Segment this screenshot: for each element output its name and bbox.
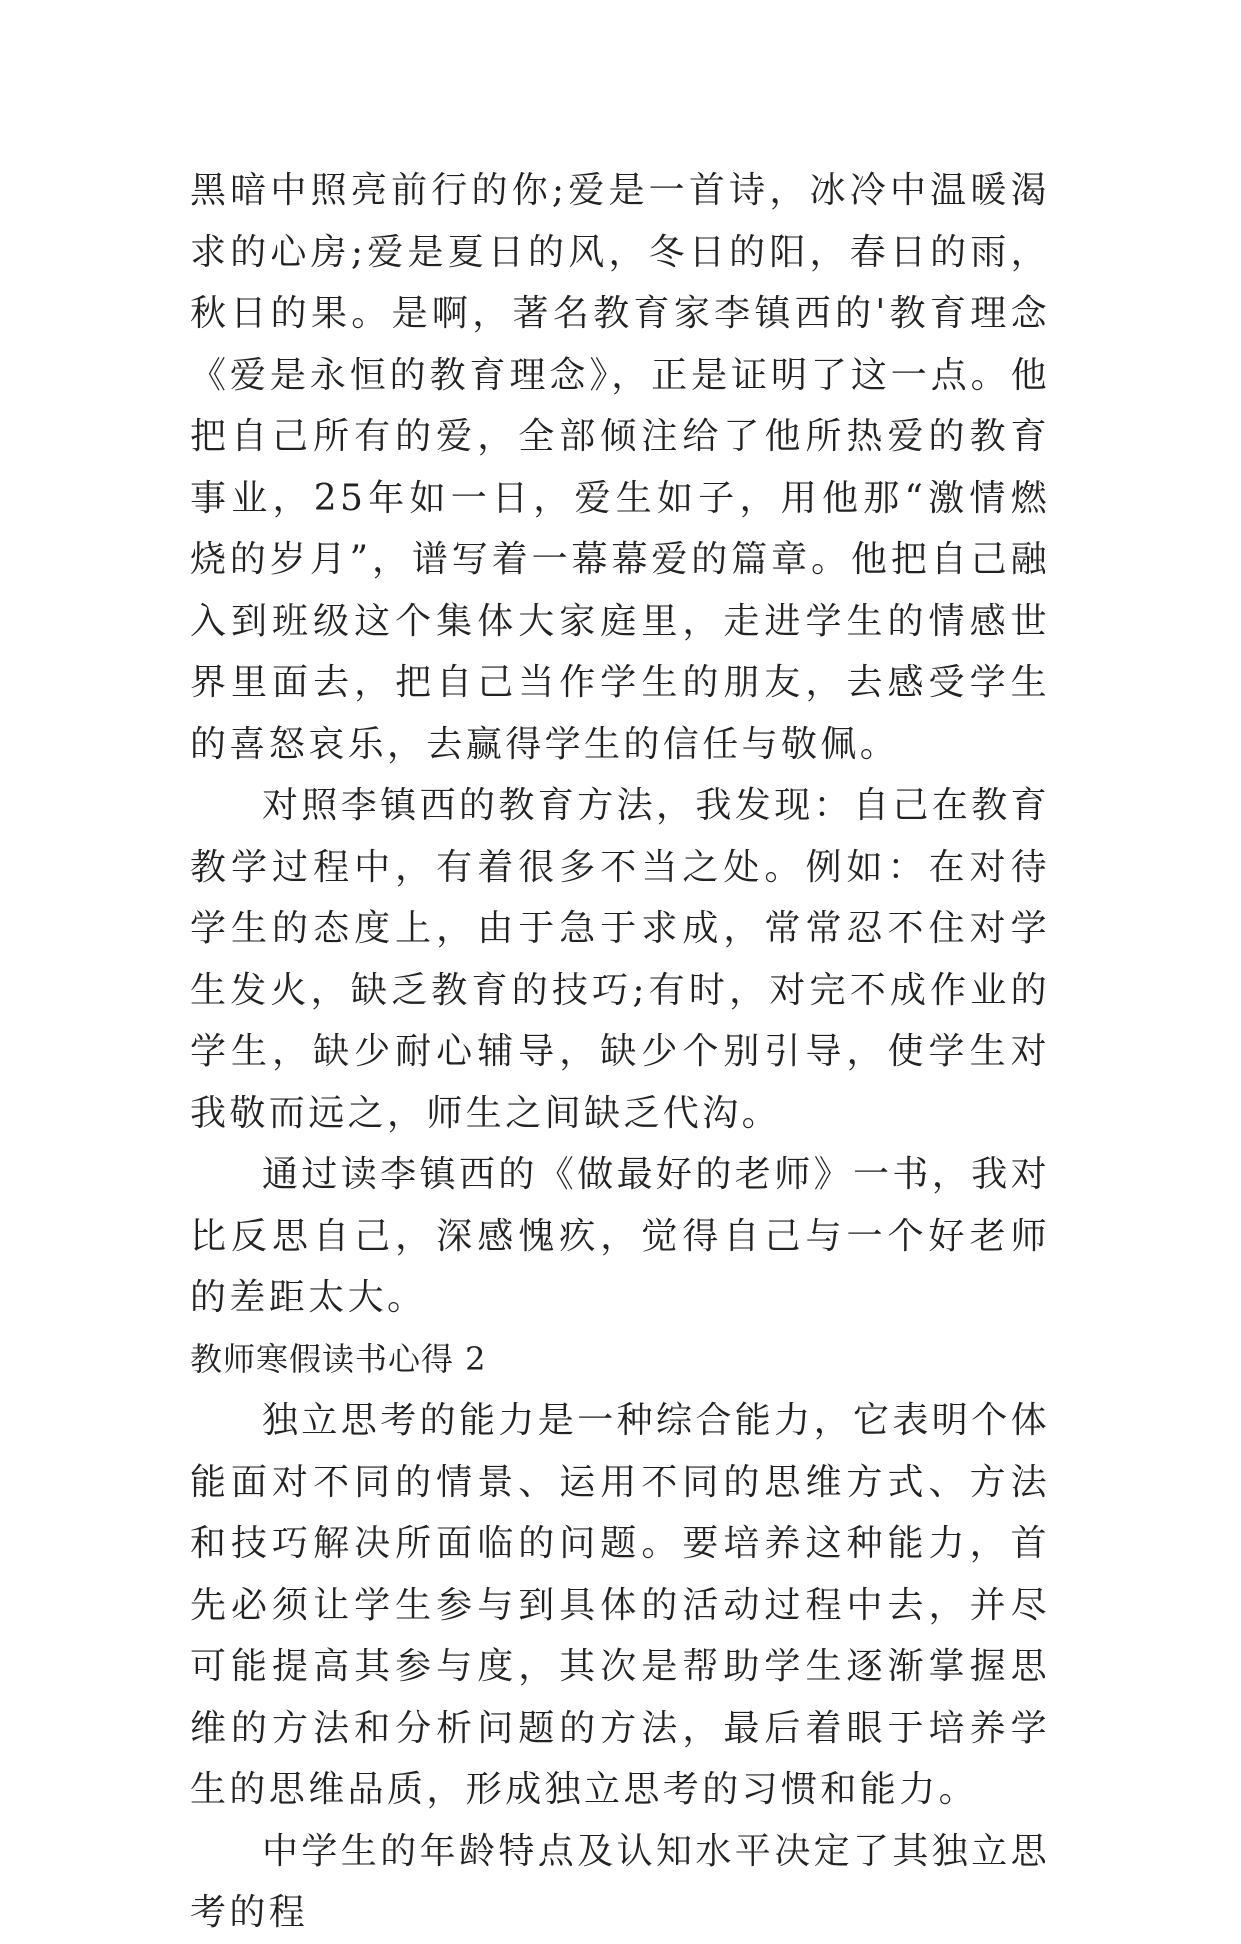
- document-body: [190, 160, 1050, 1944]
- paragraph-middle-school: 中学生的年龄特点及认知水平决定了其独立思考的程: [190, 1830, 1051, 1933]
- section-title: 教师寒假读书心得 2: [190, 1339, 487, 1378]
- paragraph-comparison: 对照李镇西的教育方法，我发现：自己在教育教学过程中，有着很多不当之处。例如：在对待学生的态度上，由于急于求成，常常忍不住对学生发火，缺乏教育的技巧;有时，对完不成作业的学生，缺少耐心辅导，缺少个别引导，使学生对我敬而远之，师生之间缺乏代沟。: [190, 785, 1051, 1134]
- paragraph-continuation: 黑暗中照亮前行的你;爱是一首诗，冰冷中温暖渴求的心房;爱是夏日的风，冬日的阳，春日的雨，秋日的果。是啊，著名教育家李镇西的'教育理念《爱是永恒的教育理念》，正是证明了这一点。他把自己所有的爱，全部倾注给了他所热爱的教育事业，25年如一日，爱生如子，用他那“激情燃烧的岁月”，谱写着一幕幕爱的篇章。他把自己融入到班级这个集体大家庭里，走进学生的情感世界里面去，把自己当作学生的朋友，去感受学生的喜怒哀乐，去赢得学生的信任与敬佩。: [190, 170, 1050, 765]
- paragraph-reflection: 通过读李镇西的《做最好的老师》一书，我对比反思自己，深感愧疚，觉得自己与一个好老师的差距太大。: [190, 1154, 1051, 1318]
- paragraph-independent-thinking: 独立思考的能力是一种综合能力，它表明个体能面对不同的情景、运用不同的思维方式、方法和技巧解决所面临的问题。要培养这种能力，首先必须让学生参与到具体的活动过程中去，并尽可能提高其参与度，其次是帮助学生逐渐掌握思维的方法和分析问题的方法，最后着眼于培养学生的思维品质，形成独立思考的习惯和能力。: [190, 1400, 1051, 1810]
